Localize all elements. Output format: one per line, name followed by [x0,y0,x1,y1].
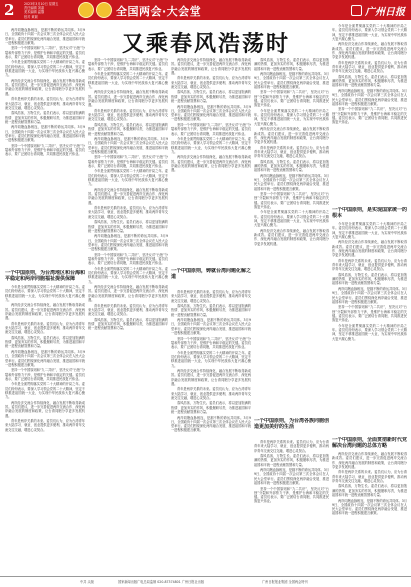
paragraph: 青年是两岸关系的未来。委员们认为，应为台湾青年来大陆学习、就业、创业提供更多便利，推动两岸青年交流交往交融，增进心灵契合。 [171,76,251,89]
paragraph: 青年是两岸关系的未来。委员们认为，应为台湾青年来大陆学习、就业、创业提供更多便利，推动两岸青年交流交往交融，增进心灵契合。 [5,97,85,110]
paragraph: 青年是两岸关系的未来。委员们认为，应为台湾青年来大陆学习、就业、创业提供更多便利，推动两岸青年交流交往交融，增进心灵契合。 [88,108,168,122]
paragraph: 春风浩荡，万物生长。委员们表示，将以更加饱满的热情、更加务实的作风，积极履职尽责，为推进祖国和平统一进程贡献智慧和力量。 [5,335,85,349]
issue-editor: 责任编辑 刘嘉 [24,6,45,11]
paragraph: 青年是两岸关系的未来。委员们认为，应为台湾青年来大陆学习、就业、创业提供更多便利，推动两岸青年交流交往交融，增进心灵契合。 [332,60,407,74]
paragraph: 坚持一个中国原则和“九二共识”，坚决反对“台独”分裂和外部势力干涉，是维护台海和平稳定的关键。委员们表示，要广泛团结台湾同胞，共同推进民族复兴伟业。 [88,252,168,266]
paragraph: 坚持一个中国原则和“九二共识”，坚决反对“台独”分裂和外部势力干涉，是维护台海和平稳定的关键。委员们表示，要广泛团结台湾同胞，共同推进民族复兴伟业。 [5,46,85,59]
page-footer [0,576,411,587]
paragraph: 今年是全面贯彻落实党的二十大精神的开局之年。委员们纷纷表示，要深入学习领会党的二十大精神，坚定不移推进祖国统一大业，为实现中华民族伟大复兴凝心聚力。 [5,285,85,302]
article-column-4b [254,440,329,573]
paragraph: 两岸同胞血脉相连，是割不断的命运共同体。3月9日，全国政协十四届一次会议第三次全体会议在人民大会堂举行。委员们围绕深化两岸融合发展、推进祖国和平统一进程积极建言献策。 [171,415,251,433]
paragraph: 两岸经济交流合作持续深化，融合发展不断取得新成效。委员们建议，进一步完善促进两岸交流合作、深化两岸融合发展的制度和政策，让台湾同胞分享更多发展机遇。 [332,240,407,258]
issue-date: 2023年3月10日 星期五 [24,2,59,6]
article-column-3b [171,290,251,573]
paragraph: 坚持一个中国原则和“九二共识”，坚决反对“台独”分裂和外部势力干涉，是维护台海和平稳定的关键。委员们表示，要广泛团结台湾同胞，共同推进民族复兴伟业。 [332,107,407,125]
article-column-3 [171,58,251,263]
page-number: 2 [4,1,15,19]
paragraph: 两岸经济交流合作持续深化，融合发展不断取得新成效。委员们建议，进一步完善促进两岸交流合作、深化两岸融合发展的制度和政策，让台湾同胞分享更多发展机遇。 [88,187,168,205]
paragraph: 两岸同胞血脉相连，是割不断的命运共同体。3月9日，全国政协十四届一次会议第三次全体会议在人民大会堂举行。委员们围绕深化两岸融合发展、推进祖国和平统一进程积极建言献策。 [88,234,168,252]
paragraph: 今年是全面贯彻落实党的二十大精神的开局之年。委员们纷纷表示，要深入学习领会党的二十大精神，坚定不移推进祖国统一大业，为实现中华民族伟大复兴凝心聚力。 [332,24,407,41]
paragraph: 春风浩荡，万物生长。委员们表示，将以更加饱满的热情、更加务实的作风，积极履职尽责，为推进祖国和平统一进程贡献智慧和力量。 [5,111,85,124]
paragraph: 春风浩荡，万物生长。委员们表示，将以更加饱满的热情、更加务实的作风，积极履职尽责，为推进祖国和平统一进程贡献智慧和力量。 [254,454,329,467]
paragraph: 春风浩荡，万物生长。委员们表示，将以更加饱满的热情、更加务实的作风，积极履职尽责，为推进祖国和平统一进程贡献智慧和力量。 [171,304,251,317]
paragraph: 今年是全面贯彻落实党的二十大精神的开局之年。委员们纷纷表示，要深入学习领会党的二十大精神，坚定不移推进祖国统一大业，为实现中华民族伟大复兴凝心聚力。 [171,350,251,368]
article-column-5c [332,452,407,573]
paragraph: 两岸经济交流合作持续深化，融合发展不断取得新成效。委员们建议，进一步完善促进两岸交流合作、深化两岸融合发展的制度和政策，让台湾同胞分享更多发展机遇。 [5,400,85,418]
paragraph: 青年是两岸关系的未来。委员们认为，应为台湾青年来大陆学习、就业、创业提供更多便利，推动两岸青年交流交往交融，增进心灵契合。 [171,387,251,400]
paragraph: 青年是两岸关系的未来。委员们认为，应为台湾青年来大陆学习、就业、创业提供更多便利，推动两岸青年交流交往交融，增进心灵契合。 [332,470,407,483]
paragraph: 两岸同胞血脉相连，是割不断的命运共同体。3月9日，全国政协十四届一次会议第三次全体会议在人民大会堂举行。委员们围绕深化两岸融合发展、推进祖国和平统一进程积极建言献策。 [332,286,407,304]
article-column-4 [254,58,329,413]
paragraph: 坚持一个中国原则和“九二共识”，坚决反对“台独”分裂和外部势力干涉，是维护台海和平稳定的关键。委员们表示，要广泛团结台湾同胞，共同推进民族复兴伟业。 [88,58,168,71]
emblems [78,2,114,21]
footer-left: 中共 头版 [80,580,94,584]
section-subhead: 一个中国原则，为台湾地区和台海和平稳定和两岸同胞福祉提供保障 [5,270,85,282]
paragraph: 春风浩荡，万物生长。委员们表示，将以更加饱满的热情、更加务实的作风，积极履职尽责，为推进祖国和平统一进程贡献智慧和力量。 [171,401,251,415]
paragraph: 青年是两岸关系的未来。委员们认为，应为台湾青年来大陆学习、就业、创业提供更多便利，推动两岸青年交流交往交融，增进心灵契合。 [254,145,329,159]
brand-logo-icon [351,5,362,16]
paragraph: 坚持一个中国原则和“九二共识”，坚决反对“台独”分裂和外部势力干涉，是维护台海和平稳定的关键。委员们表示，要广泛团结台湾同胞，共同推进民族复兴伟业。 [5,143,85,157]
newspaper-brand [351,3,405,18]
paragraph: 坚持一个中国原则和“九二共识”，坚决反对“台独”分裂和外部势力干涉，是维护台海和平稳定的关键。委员们表示，要广泛团结台湾同胞，共同推进民族复兴伟业。 [254,90,329,108]
paragraph: 两岸同胞血脉相连，是割不断的命运共同体。3月9日，全国政协十四届一次会议第三次全体会议在人民大会堂举行。委员们围绕深化两岸融合发展、推进祖国和平统一进程积极建言献策。 [5,125,85,143]
paragraph: 青年是两岸关系的未来。委员们认为，应为台湾青年来大陆学习、就业、创业提供更多便利，推动两岸青年交流交往交融，增进心灵契合。 [5,419,85,432]
paragraph: 两岸同胞血脉相连，是割不断的命运共同体。3月9日，全国政协十四届一次会议第三次全体会议在人民大会堂举行。委员们围绕深化两岸融合发展、推进祖国和平统一进程积极建言献策。 [254,173,329,191]
paragraph: 春风浩荡，万物生长。委员们表示，将以更加饱满的热情、更加务实的作风，积极履职尽责，为推进祖国和平统一进程贡献智慧和力量。 [332,484,407,498]
cppcc-emblem-icon [96,2,112,18]
paragraph: 青年是两岸关系的未来。委员们认为，应为台湾青年来大陆学习、就业、创业提供更多便利，推动两岸青年交流交往交融，增进心灵契合。 [88,303,168,317]
paragraph: 春风浩荡，万物生长。委员们表示，将以更加饱满的热情、更加务实的作风，积极履职尽责，为推进祖国和平统一进程贡献智慧和力量。 [171,90,251,104]
paragraph: 春风浩荡，万物生长。委员们表示，将以更加饱满的热情、更加务实的作风，积极履职尽责，为推进祖国和平统一进程贡献智慧和力量。 [332,272,407,286]
paragraph: 今年是全面贯彻落实党的二十大精神的开局之年。委员们纷纷表示，要深入学习领会党的二十大精神，坚定不移推进祖国统一大业，为实现中华民族伟大复兴凝心聚力。 [5,382,85,400]
paragraph: 两岸同胞血脉相连，是割不断的命运共同体。3月9日，全国政协十四届一次会议第三次全体会议在人民大会堂举行。委员们围绕深化两岸融合发展、推进祖国和平统一进程积极建言献策。 [332,88,407,106]
issue-proofreader: 校对 黄颖 [24,14,38,19]
article-column-5 [332,24,407,204]
paragraph: 青年是两岸关系的未来。委员们认为，应为台湾青年来大陆学习、就业、创业提供更多便利，推动两岸青年交流交往交融，增进心灵契合。 [171,290,251,303]
article-column-1 [5,28,85,266]
footer-middle: 国家新闻出版广电总局监制 020-87374801 广州日报社出版 [118,580,205,584]
paragraph: 青年是两岸关系的未来。委员们认为，应为台湾青年来大陆学习、就业、创业提供更多便利，推动两岸青年交流交往交融，增进心灵契合。 [332,258,407,272]
section-subhead: 一个中国原则，为台湾各族同胞创造更加美好的生活 [254,418,329,430]
page-header [0,0,411,20]
paragraph: 坚持一个中国原则和“九二共识”，坚决反对“台独”分裂和外部势力干涉，是维护台海和平稳定的关键。委员们表示，要广泛团结台湾同胞，共同推进民族复兴伟业。 [254,486,329,504]
paragraph: 今年是全面贯彻落实党的二十大精神的开局之年。委员们纷纷表示，要深入学习领会党的二十大精神，坚定不移推进祖国统一大业，为实现中华民族伟大复兴凝心聚力。 [5,60,85,78]
paragraph: 今年是全面贯彻落实党的二十大精神的开局之年。委员们纷纷表示，要深入学习领会党的二十大精神，坚定不移推进祖国统一大业，为实现中华民族伟大复兴凝心聚力。 [332,323,407,341]
paragraph: 春风浩荡，万物生长。委员们表示，将以更加饱满的热情、更加务实的作风，积极履职尽责，为推进祖国和平统一进程贡献智慧和力量。 [88,317,168,331]
issue-designer: 美术编辑 温馨 [24,10,45,15]
paragraph: 两岸同胞血脉相连，是割不断的命运共同体。3月9日，全国政协十四届一次会议第三次全体会议在人民大会堂举行。委员们围绕深化两岸融合发展、推进祖国和平统一进程积极建言献策。 [332,498,407,516]
paragraph: 两岸经济交流合作持续深化，融合发展不断取得新成效。委员们建议，进一步完善促进两岸交流合作、深化两岸融合发展的制度和政策，让台湾同胞分享更多发展机遇。 [88,90,168,108]
page-headline: 又乘春风浩荡时 [121,31,290,57]
paragraph: 春风浩荡，万物生长。委员们表示，将以更加饱满的热情、更加务实的作风，积极履职尽责，为推进祖国和平统一进程贡献智慧和力量。 [254,159,329,173]
paragraph: 坚持一个中国原则和“九二共识”，坚决反对“台独”分裂和外部势力干涉，是维护台海和平稳定的关键。委员们表示，要广泛团结台湾同胞，共同推进民族复兴伟业。 [332,305,407,323]
national-emblem-icon [78,2,94,18]
paragraph: 两岸同胞血脉相连，是割不断的命运共同体。3月9日，全国政协十四届一次会议第三次全体会议在人民大会堂举行。委员们围绕深化两岸融合发展、推进祖国和平统一进程积极建言献策。 [254,468,329,486]
paragraph: 两岸经济交流合作持续深化，融合发展不断取得新成效。委员们建议，进一步完善促进两岸交流合作、深化两岸融合发展的制度和政策，让台湾同胞分享更多发展机遇。 [88,285,168,303]
paragraph: 春风浩荡，万物生长。委员们表示，将以更加饱满的热情、更加务实的作风，积极履职尽责，为推进祖国和平统一进程贡献智慧和力量。 [88,122,168,136]
paragraph: 两岸同胞血脉相连，是割不断的命运共同体。3月9日，全国政协十四届一次会议第三次全体会议在人民大会堂举行。委员们围绕深化两岸融合发展、推进祖国和平统一进程积极建言献策。 [171,318,251,336]
paragraph: 坚持一个中国原则和“九二共识”，坚决反对“台独”分裂和外部势力干涉，是维护台海和平稳定的关键。委员们表示，要广泛团结台湾同胞，共同推进民族复兴伟业。 [254,192,329,209]
article-column-2 [88,58,168,573]
paragraph: 坚持一个中国原则和“九二共识”，坚决反对“台独”分裂和外部势力干涉，是维护台海和平稳定的关键。委员们表示，要广泛团结台湾同胞，共同推进民族复兴伟业。 [5,368,85,381]
issue-info [24,2,68,19]
paragraph: 两岸经济交流合作持续深化，融合发展不断取得新成效。委员们建议，进一步完善促进两岸交流合作、深化两岸融合发展的制度和政策，让台湾同胞分享更多发展机遇。 [171,368,251,386]
paragraph: 两岸同胞血脉相连，是割不断的命运共同体。3月9日，全国政协十四届一次会议第三次全体会议在人民大会堂举行。委员们围绕深化两岸融合发展、推进祖国和平统一进程积极建言献策。 [88,136,168,154]
paragraph: 两岸经济交流合作持续深化，融合发展不断取得新成效。委员们建议，进一步完善促进两岸交流合作、深化两岸融合发展的制度和政策，让台湾同胞分享更多发展机遇。 [5,303,85,321]
paragraph: 两岸经济交流合作持续深化，融合发展不断取得新成效。委员们建议，进一步完善促进两岸交流合作、深化两岸融合发展的制度和政策，让台湾同胞分享更多发展机遇。 [332,452,407,469]
brand-name: 广州日报 [365,7,405,18]
paragraph: 两岸经济交流合作持续深化，融合发展不断取得新成效。委员们建议，进一步完善促进两岸交流合作、深化两岸融合发展的制度和政策，让台湾同胞分享更多发展机遇。 [332,42,407,60]
paragraph: 两岸经济交流合作持续深化，融合发展不断取得新成效。委员们建议，进一步完善促进两岸交流合作、深化两岸融合发展的制度和政策，让台湾同胞分享更多发展机遇。 [254,228,329,246]
paragraph: 春风浩荡，万物生长。委员们表示，将以更加饱满的热情、更加务实的作风，积极履职尽责，为推进祖国和平统一进程贡献智慧和力量。 [88,220,168,233]
paragraph: 春风浩荡，万物生长。委员们表示，将以更加饱满的热情、更加务实的作风，积极履职尽责，为推进祖国和平统一进程贡献智慧和力量。 [332,74,407,88]
paragraph: 春风浩荡，万物生长。委员们表示，将以更加饱满的热情、更加务实的作风，积极履职尽责，为推进祖国和平统一进程贡献智慧和力量。 [254,58,329,71]
paragraph: 坚持一个中国原则和“九二共识”，坚决反对“台独”分裂和外部势力干涉，是维护台海和平稳定的关键。委员们表示，要广泛团结台湾同胞，共同推进民族复兴伟业。 [171,336,251,350]
section-subhead: 一个中国原则，铸就台湾问题化解之道 [171,268,251,280]
paragraph: 今年是全面贯彻落实党的二十大精神的开局之年。委员们纷纷表示，要深入学习领会党的二十大精神，坚定不移推进祖国统一大业，为实现中华民族伟大复兴凝心聚力。 [332,222,407,239]
paragraph: 今年是全面贯彻落实党的二十大精神的开局之年。委员们纷纷表示，要深入学习领会党的二十大精神，坚定不移推进祖国统一大业，为实现中华民族伟大复兴凝心聚力。 [254,210,329,228]
paragraph: 坚持一个中国原则和“九二共识”，坚决反对“台独”分裂和外部势力干涉，是维护台海和平稳定的关键。委员们表示，要广泛团结台湾同胞，共同推进民族复兴伟业。 [171,122,251,136]
paragraph: 今年是全面贯彻落实党的二十大精神的开局之年。委员们纷纷表示，要深入学习领会党的二十大精神，坚定不移推进祖国统一大业，为实现中华民族伟大复兴凝心聚力。 [171,136,251,154]
article-column-5b [332,222,407,434]
paragraph: 两岸经济交流合作持续深化，融合发展不断取得新成效。委员们建议，进一步完善促进两岸交流合作、深化两岸融合发展的制度和政策，让台湾同胞分享更多发展机遇。 [5,78,85,96]
paragraph: 青年是两岸关系的未来。委员们认为，应为台湾青年来大陆学习、就业、创业提供更多便利，推动两岸青年交流交往交融，增进心灵契合。 [5,321,85,335]
paragraph: 坚持一个中国原则和“九二共识”，坚决反对“台独”分裂和外部势力干涉，是维护台海和平稳定的关键。委员们表示，要广泛团结台湾同胞，共同推进民族复兴伟业。 [88,155,168,168]
paragraph: 两岸同胞血脉相连，是割不断的命运共同体。3月9日，全国政协十四届一次会议第三次全体会议在人民大会堂举行。委员们围绕深化两岸融合发展、推进祖国和平统一进程积极建言献策。 [171,104,251,122]
paragraph: 两岸经济交流合作持续深化，融合发展不断取得新成效。委员们建议，进一步完善促进两岸交流合作、深化两岸融合发展的制度和政策，让台湾同胞分享更多发展机遇。 [171,58,251,75]
section-title: 全国两会·大会堂 [116,5,202,18]
paragraph: 今年是全面贯彻落实党的二十大精神的开局之年。委员们纷纷表示，要深入学习领会党的二十大精神，坚定不移推进祖国统一大业，为实现中华民族伟大复兴凝心聚力。 [88,169,168,187]
paragraph: 两岸经济交流合作持续深化，融合发展不断取得新成效。委员们建议，进一步完善促进两岸交流合作、深化两岸融合发展的制度和政策，让台湾同胞分享更多发展机遇。 [171,155,251,173]
paragraph: 今年是全面贯彻落实党的二十大精神的开局之年。委员们纷纷表示，要深入学习领会党的二十大精神，坚定不移推进祖国统一大业，为实现中华民族伟大复兴凝心聚力。 [88,266,168,284]
section-subhead: 一个中国原则，是实现国家统一的根本 [332,207,407,219]
paragraph: 青年是两岸关系的未来。委员们认为，应为台湾青年来大陆学习、就业、创业提供更多便利，推动两岸青年交流交往交融，增进心灵契合。 [88,206,168,219]
paragraph: 两岸经济交流合作持续深化，融合发展不断取得新成效。委员们建议，进一步完善促进两岸交流合作、深化两岸融合发展的制度和政策，让台湾同胞分享更多发展机遇。 [254,127,329,145]
paragraph: 今年是全面贯彻落实党的二十大精神的开局之年。委员们纷纷表示，要深入学习领会党的二十大精神，坚定不移推进祖国统一大业，为实现中华民族伟大复兴凝心聚力。 [254,108,329,126]
section-subhead: 一个中国原则，全面贯彻新时代党解决台湾问题的总体方略 [332,437,407,449]
paragraph: 两岸同胞血脉相连，是割不断的命运共同体。3月9日，全国政协十四届一次会议第三次全体会议在人民大会堂举行。委员们围绕深化两岸融合发展、推进祖国和平统一进程积极建言献策。 [254,72,329,89]
paragraph: 两岸同胞血脉相连，是割不断的命运共同体。3月9日，全国政协十四届一次会议第三次全体会议在人民大会堂举行。委员们围绕深化两岸融合发展、推进祖国和平统一进程积极建言献策。 [5,349,85,367]
article-column-1b [5,285,85,573]
footer-right: 广州日报报业集团 全国两会特刊 [262,580,308,584]
paragraph: 青年是两岸关系的未来。委员们认为，应为台湾青年来大陆学习、就业、创业提供更多便利，推动两岸青年交流交往交融，增进心灵契合。 [254,440,329,453]
paragraph: 今年是全面贯彻落实党的二十大精神的开局之年。委员们纷纷表示，要深入学习领会党的二十大精神，坚定不移推进祖国统一大业，为实现中华民族伟大复兴凝心聚力。 [88,72,168,89]
paragraph: 两岸同胞血脉相连，是割不断的命运共同体。3月9日，全国政协十四届一次会议第三次全体会议在人民大会堂举行。委员们围绕深化两岸融合发展、推进祖国和平统一进程积极建言献策。 [5,28,85,45]
